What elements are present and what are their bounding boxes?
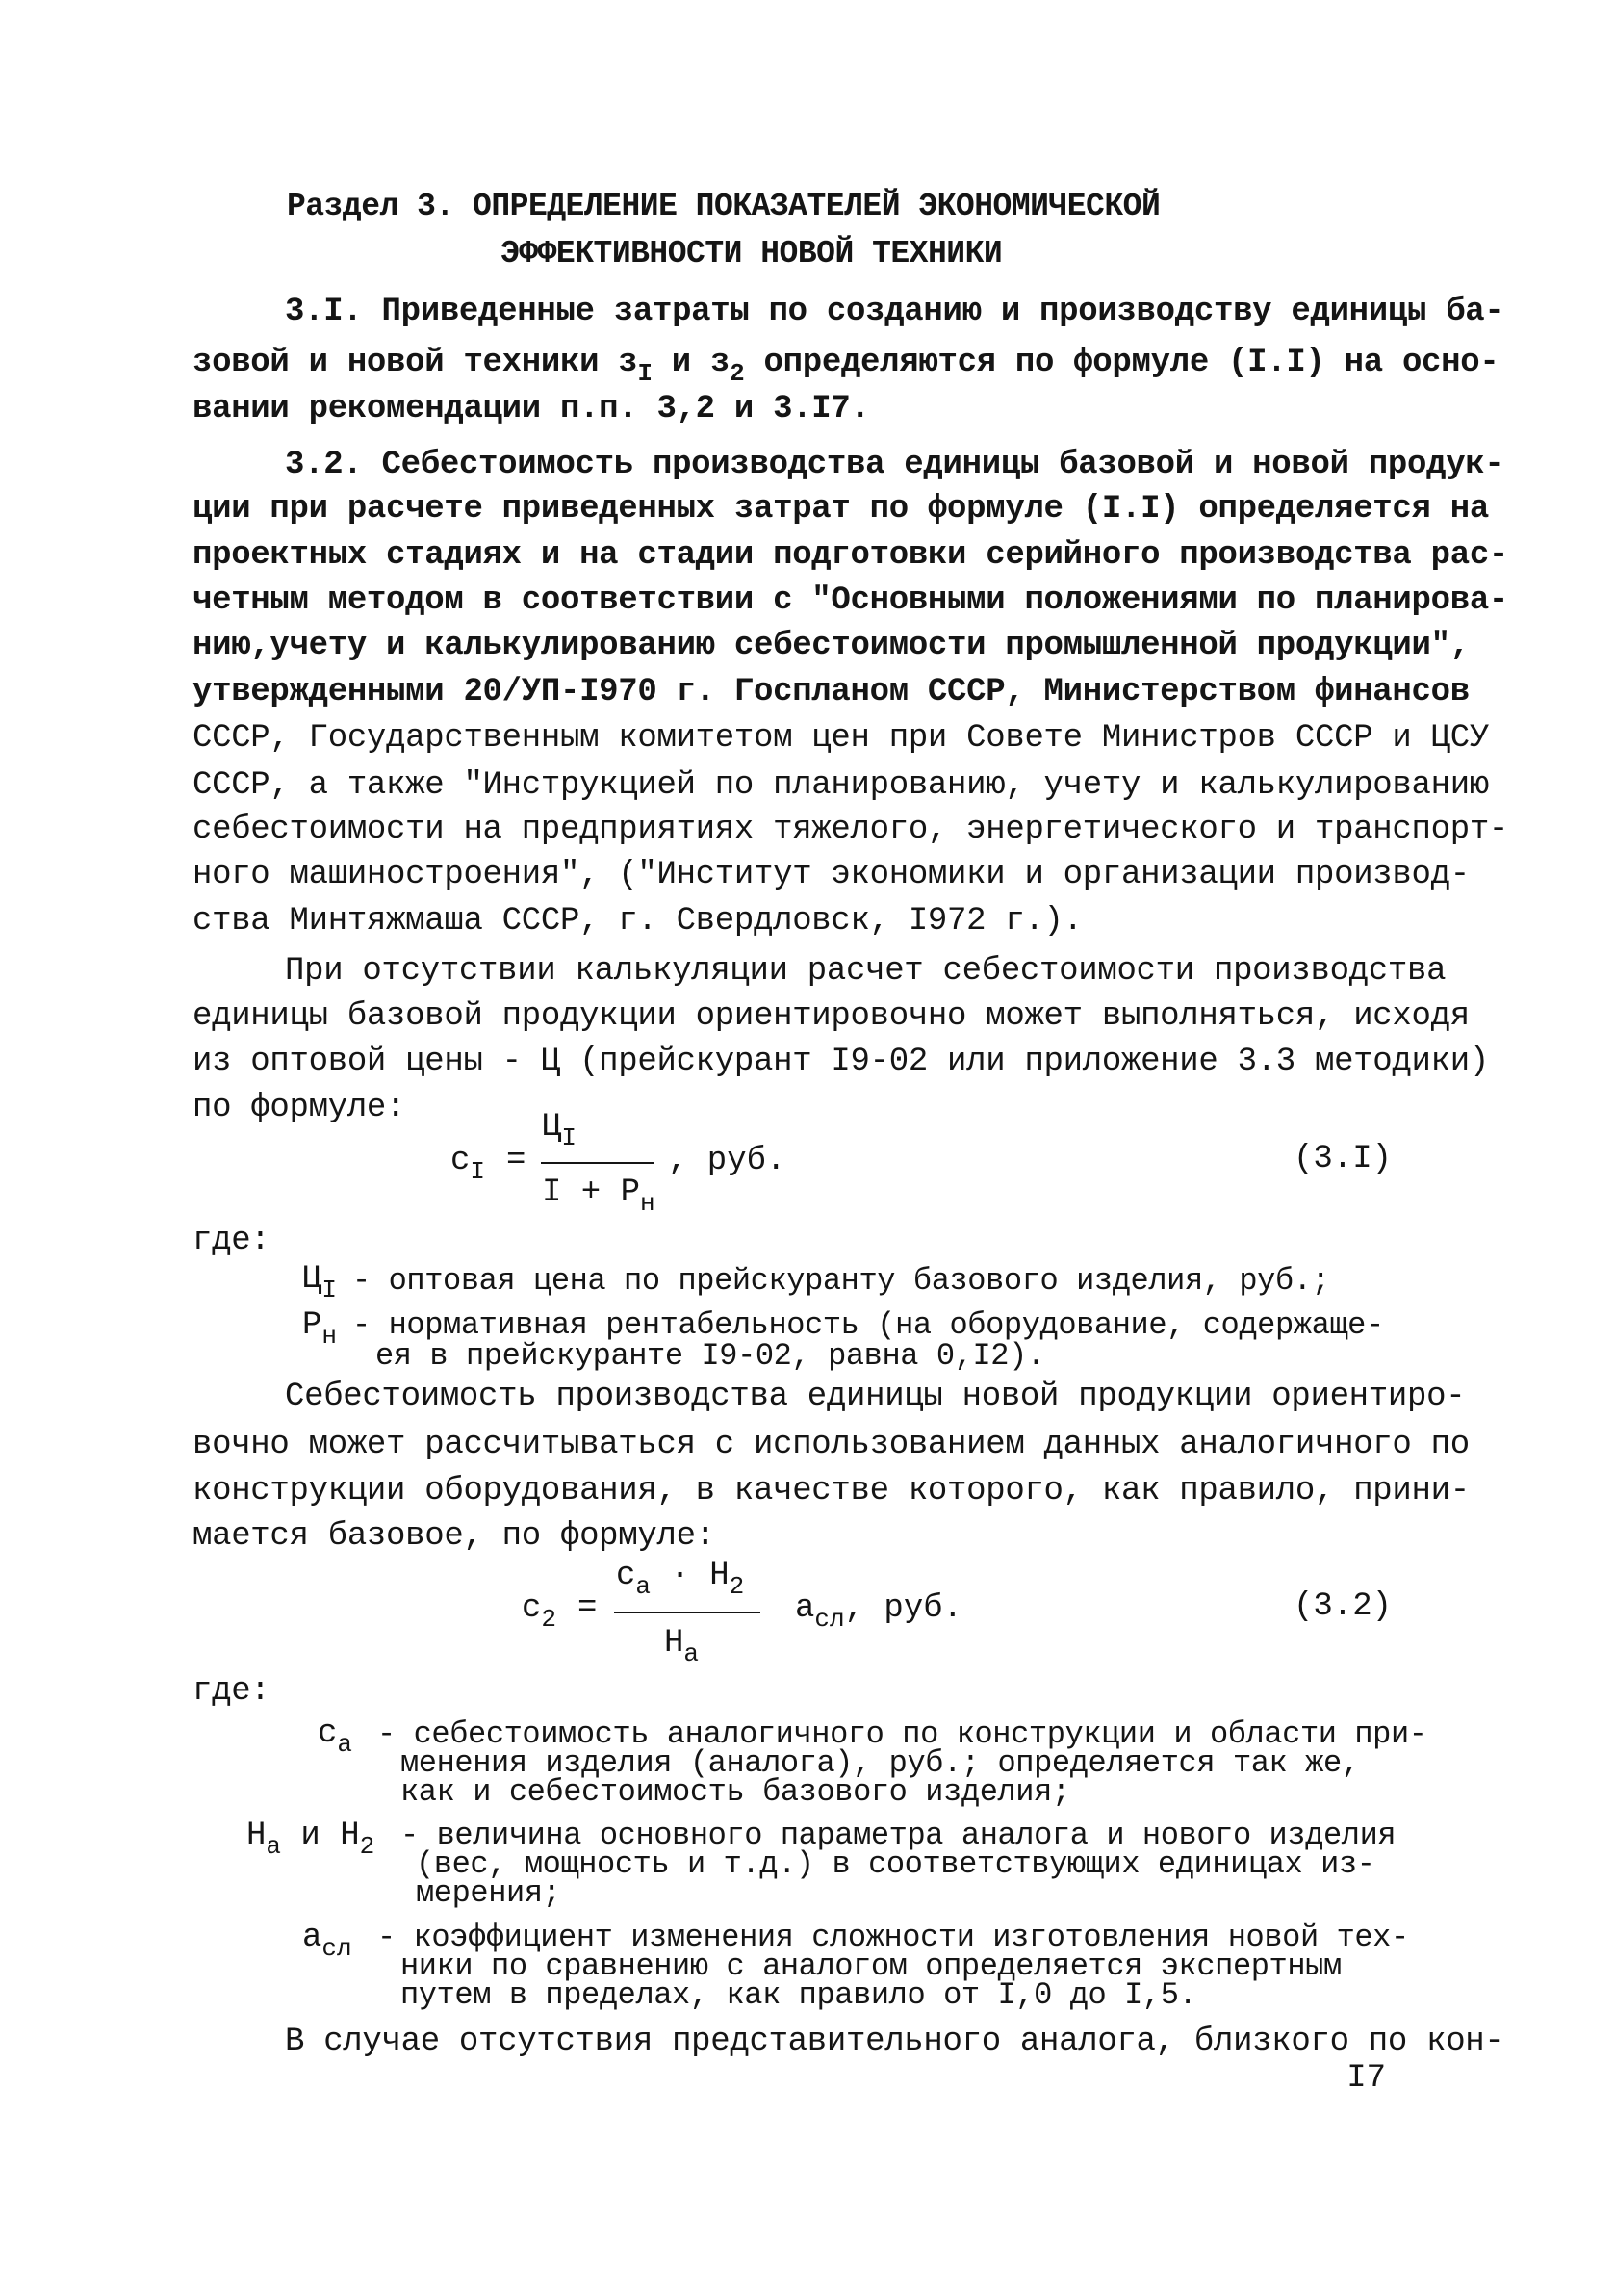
def5-line1: - коэффициент изменения сложности изготовления новой тех- xyxy=(377,1920,1409,1955)
formula2-denominator: $H_a$ xyxy=(664,1625,700,1668)
p33-line1: При отсутствии калькуляции расчет себестоимости производства xyxy=(285,953,1447,990)
p32-line8: СССР, а также "Инструкцией по планированию, учету и калькулированию xyxy=(192,767,1489,804)
p32-line10: ного машиностроения", ("Институт экономики и организации производ- xyxy=(192,857,1470,893)
def2-text-line2: ея в прейскуранте I9-02, равна 0,I2). xyxy=(375,1338,1045,1374)
p32-line4: четным методом в соответствии с "Основными положениями по планирова- xyxy=(192,582,1509,619)
formula1-lhs: $c_I$ xyxy=(450,1143,486,1186)
p33-line3: из оптовой цены - Ц (прейскурант I9-02 или приложение 3.3 методики) xyxy=(192,1044,1489,1080)
p33-line2: единицы базовой продукции ориентировочно может выполняться, исходя xyxy=(192,998,1470,1035)
p32-line11: ства Минтяжмаша СССР, г. Свердловск, I972 г.). xyxy=(192,903,1083,940)
formula2-multiplier: $a_{сл}$, руб. xyxy=(795,1590,963,1634)
def2-text-line1: - нормативная рентабельность (на оборудование, содержаще- xyxy=(352,1307,1384,1343)
p32-line6: утвержденными 20/УП-I970 г. Госпланом СССР, Министерством финансов xyxy=(192,674,1470,710)
last-line: В случае отсутствия представительного аналога, близкого по кон- xyxy=(285,2024,1504,2060)
formula2-number: (3.2) xyxy=(1294,1588,1393,1625)
page-number: I7 xyxy=(1346,2060,1386,2097)
p31-line2: зовой и новой техники $з_I$ и $з_2$ определяются по формуле (I.I) на осно- xyxy=(192,345,1500,388)
where-label-2: где: xyxy=(192,1673,270,1710)
p32-line7: СССР, Государственным комитетом цен при Совете Министров СССР и ЦСУ xyxy=(192,720,1489,757)
formula1-number: (3.I) xyxy=(1294,1141,1393,1177)
p32-line5: нию,учету и калькулированию себестоимости промышленной продукции", xyxy=(192,628,1470,664)
p34-line1: Себестоимость производства единицы новой продукции ориентиро- xyxy=(285,1379,1466,1415)
def3-symbol: $c_a$ xyxy=(318,1716,353,1759)
def3-line1: - себестоимость аналогичного по конструкции и области при- xyxy=(377,1716,1427,1752)
def4-line1: - величина основного параметра аналога и нового изделия xyxy=(400,1818,1397,1853)
def5-line3: путем в пределах, как правило от I,0 до I,5. xyxy=(400,1977,1197,2013)
def4-symbol: $H_a$ и $H_2$ xyxy=(246,1818,375,1861)
p32-line1: 3.2. Себестоимость производства единицы базовой и новой продук- xyxy=(285,447,1504,483)
p32-line3: проектных стадиях и на стадии подготовки серийного производства рас- xyxy=(192,537,1509,574)
formula2-numerator: $c_a \cdot H_2$ xyxy=(616,1558,745,1601)
p31-line3: вании рекомендации п.п. 3,2 и 3.I7. xyxy=(192,391,870,427)
def4-line3: мерения; xyxy=(416,1875,561,1911)
formula2-lhs: $c_2$ xyxy=(522,1590,557,1634)
def1-text: - оптовая цена по прейскуранту базового изделия, руб.; xyxy=(352,1263,1330,1299)
section-title-line2: ЭФФЕКТИВНОСТИ НОВОЙ ТЕХНИКИ xyxy=(500,236,1003,271)
p34-line2: вочно может рассчитываться с использованием данных аналогичного по xyxy=(192,1427,1470,1463)
p32-line2: ции при расчете приведенных затрат по формуле (I.I) определяется на xyxy=(192,491,1489,528)
formula2-eq: = xyxy=(577,1590,598,1627)
formula1-denominator: $I + Р_н$ xyxy=(542,1174,655,1218)
p32-line9: себестоимости на предприятиях тяжелого, энергетического и транспорт- xyxy=(192,812,1509,848)
p34-line4: мается базовое, по формуле: xyxy=(192,1518,715,1555)
formula2-fraction-bar xyxy=(614,1612,760,1613)
p34-line3: конструкции оборудования, в качестве которого, как правило, прини- xyxy=(192,1473,1470,1509)
def2-symbol: $Р_н$ xyxy=(302,1307,338,1351)
def3-line2: менения изделия (аналога), руб.; определяется так же, xyxy=(400,1745,1360,1781)
formula1-eq: = xyxy=(506,1143,526,1179)
formula1-unit: , руб. xyxy=(668,1143,786,1179)
p31-line1: 3.I. Приведенные затраты по созданию и производству единицы ба- xyxy=(285,294,1504,330)
def5-symbol: $a_{сл}$ xyxy=(302,1920,352,1963)
def1-symbol: $Ц_I$ xyxy=(302,1261,338,1304)
where-label-1: где: xyxy=(192,1223,270,1259)
p33-line4: по формуле: xyxy=(192,1090,406,1126)
def4-line2: (вес, мощность и т.д.) в соответствующих единицах из- xyxy=(416,1846,1375,1882)
formula1-numerator: $Ц_I$ xyxy=(542,1109,577,1152)
section-title-line1: Раздел 3. ОПРЕДЕЛЕНИЕ ПОКАЗАТЕЛЕЙ ЭКОНОМИЧЕСКОЙ xyxy=(287,189,1161,224)
formula1-fraction-bar xyxy=(541,1162,654,1164)
def5-line2: ники по сравнению с аналогом определяется экспертным xyxy=(400,1948,1342,1984)
def3-line3: как и себестоимость базового изделия; xyxy=(400,1774,1070,1810)
